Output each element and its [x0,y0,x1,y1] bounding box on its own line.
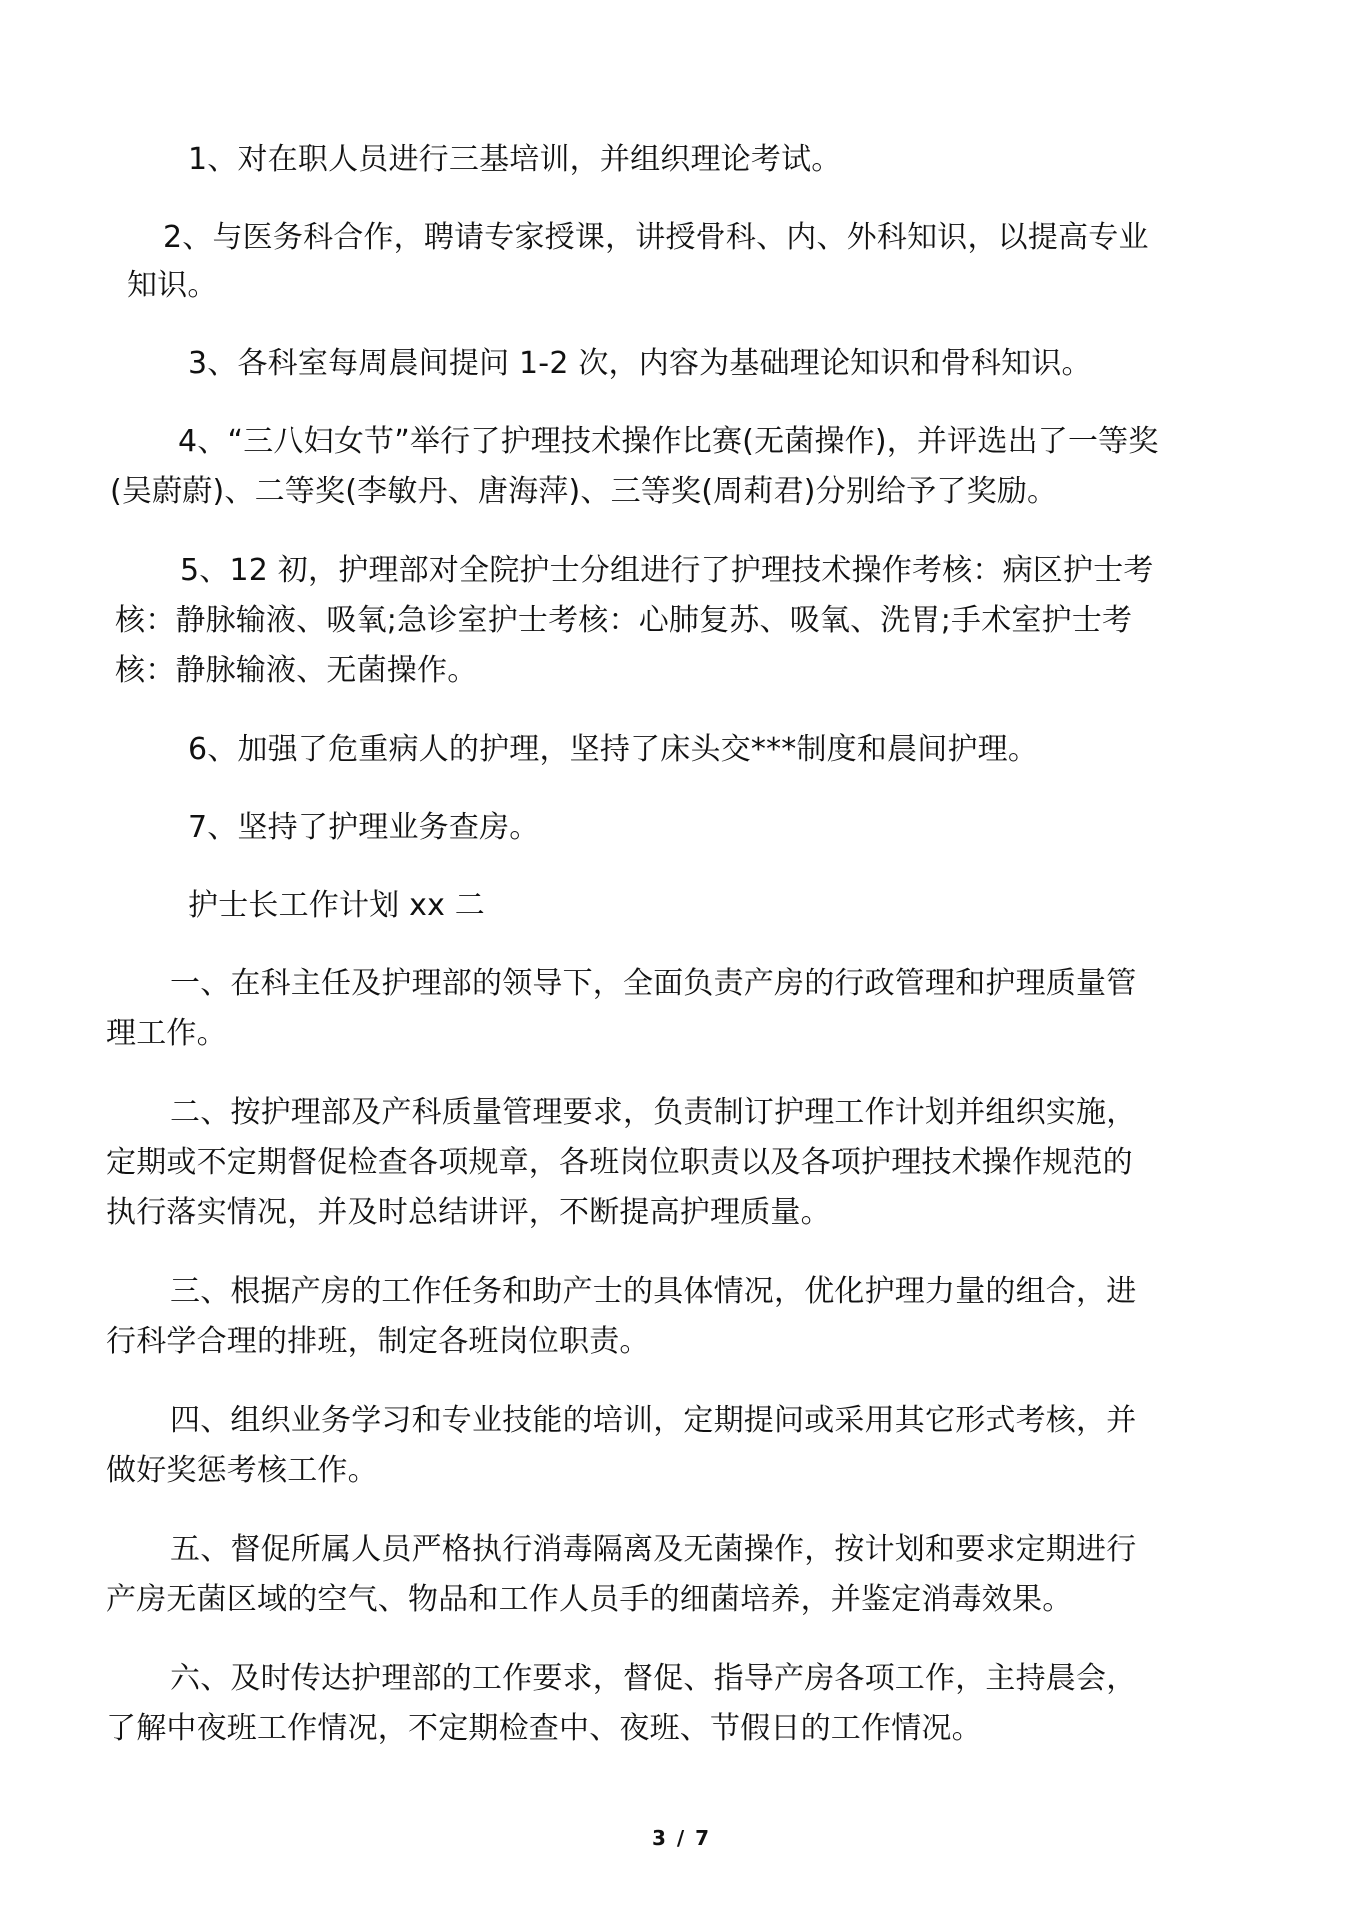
item-6-line-2: 了解中夜班工作情况，不定期检查中、夜班、节假日的工作情况。 [106,1711,982,1746]
paragraph-2-line-1: 2、与医务科合作，聘请专家授课，讲授骨科、内、外科知识，以提高专业 [163,220,1149,255]
item-2-line-1: 二、按护理部及产科质量管理要求，负责制订护理工作计划并组织实施， [170,1095,1137,1130]
paragraph-6-line-1: 6、加强了危重病人的护理，坚持了床头交***制度和晨间护理。 [188,732,1039,767]
paragraph-5-line-2: 核：静脉输液、吸氧;急诊室护士考核：心肺复苏、吸氧、洗胃;手术室护士考 [115,603,1133,638]
paragraph-5-line-1: 5、12 初，护理部对全院护士分组进行了护理技术操作考核：病区护士考 [180,553,1154,588]
paragraph-4-line-2: (吴蔚蔚)、二等奖(李敏丹、唐海萍)、三等奖(周莉君)分别给予了奖励。 [110,474,1058,509]
page-number: 3 / 7 [651,1826,712,1850]
section-heading: 护士长工作计划 xx 二 [188,888,485,923]
paragraph-3-line-1: 3、各科室每周晨间提问 1-2 次，内容为基础理论知识和骨科知识。 [188,346,1092,381]
item-1-line-1: 一、在科主任及护理部的领导下，全面负责产房的行政管理和护理质量管 [170,966,1137,1001]
paragraph-4-line-1: 4、“三八妇女节”举行了护理技术操作比赛(无菌操作)，并评选出了一等奖 [178,424,1159,459]
item-1-line-2: 理工作。 [106,1016,227,1051]
item-2-line-2: 定期或不定期督促检查各项规章，各班岗位职责以及各项护理技术操作规范的 [106,1145,1133,1180]
item-5-line-2: 产房无菌区域的空气、物品和工作人员手的细菌培养，并鉴定消毒效果。 [106,1582,1073,1617]
item-4-line-1: 四、组织业务学习和专业技能的培训，定期提问或采用其它形式考核，并 [170,1403,1137,1438]
paragraph-2-line-2: 知识。 [127,268,218,303]
item-3-line-1: 三、根据产房的工作任务和助产士的具体情况，优化护理力量的组合，进 [170,1274,1137,1309]
item-6-line-1: 六、及时传达护理部的工作要求，督促、指导产房各项工作，主持晨会， [170,1661,1137,1696]
item-5-line-1: 五、督促所属人员严格执行消毒隔离及无菌操作，按计划和要求定期进行 [170,1532,1137,1567]
paragraph-5-line-3: 核：静脉输液、无菌操作。 [115,653,478,688]
item-3-line-2: 行科学合理的排班，制定各班岗位职责。 [106,1324,650,1359]
paragraph-7-line-1: 7、坚持了护理业务查房。 [188,810,540,845]
item-2-line-3: 执行落实情况，并及时总结讲评，不断提高护理质量。 [106,1195,831,1230]
paragraph-1-line-1: 1、对在职人员进行三基培训，并组织理论考试。 [188,142,842,177]
item-4-line-2: 做好奖惩考核工作。 [106,1453,378,1488]
